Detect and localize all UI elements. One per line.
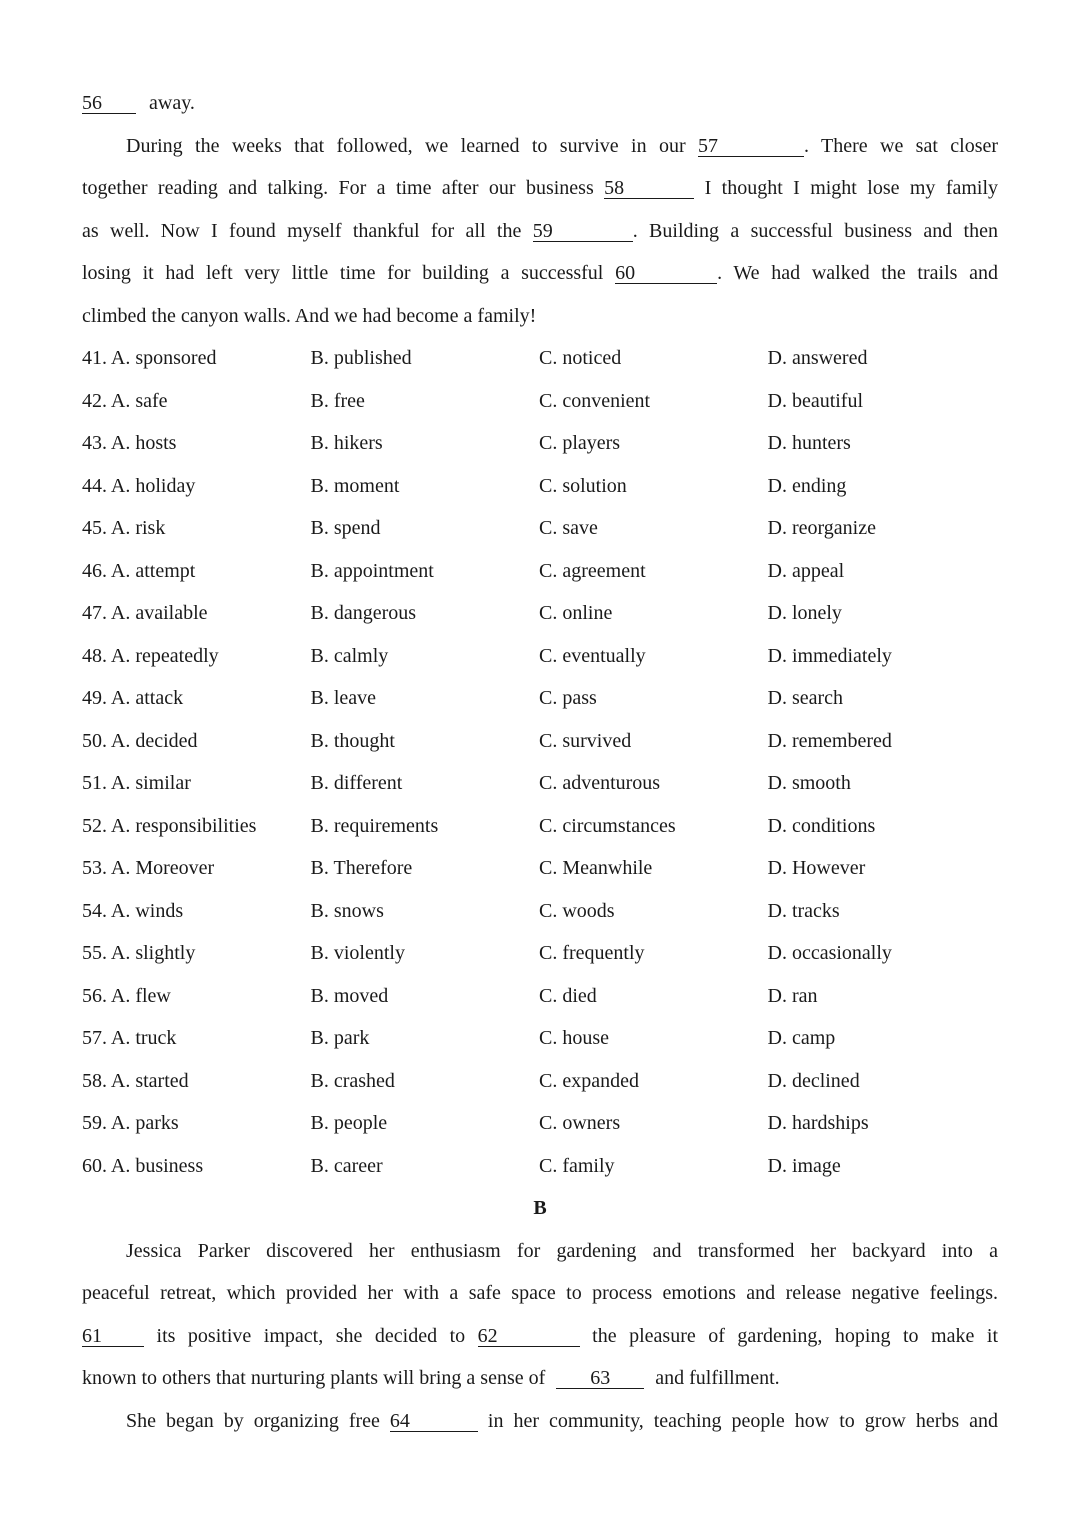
passage-line: climbed the canyon walls. And we had become a family! xyxy=(82,304,537,327)
passage-line: known to others that nurturing plants will bring a sense of 63 and fulfillment. xyxy=(82,1367,780,1389)
question-row: 60. A. business B. career C. family D. image xyxy=(82,1154,841,1177)
question-row: 43. A. hosts B. hikers C. players D. hunters xyxy=(82,432,851,454)
question-row: 48. A. repeatedly B. calmly C. eventually D. immediately xyxy=(82,644,892,667)
blank-64: 64 xyxy=(390,1411,478,1432)
blank-60: 60 xyxy=(615,263,717,284)
passage-line: 61 its positive impact, she decided to 62 the pleasure of gardening, hoping to make it xyxy=(82,1324,998,1347)
question-row: 58. A. started B. crashed C. expanded D. declined xyxy=(82,1069,860,1092)
question-row: 49. A. attack B. leave C. pass D. search xyxy=(82,687,844,709)
blank-58: 58 xyxy=(604,178,694,199)
blank-56: 56 xyxy=(82,93,136,114)
blank-59: 59 xyxy=(533,221,633,242)
passage-line: 56 away. xyxy=(82,92,195,114)
passage-line: losing it had left very little time for building a successful 60 . We had walked the trails and xyxy=(82,262,998,284)
blank-61: 61 xyxy=(82,1326,144,1347)
question-row: 55. A. slightly B. violently C. frequently D. occasionally xyxy=(82,942,892,964)
passage-line: as well. Now I found myself thankful for all the 59 . Building a successful business and then xyxy=(82,219,998,242)
question-row: 54. A. winds B. snows C. woods D. tracks xyxy=(82,899,840,922)
question-row: 57. A. truck B. park C. house D. camp xyxy=(82,1027,836,1049)
blank-57: 57 xyxy=(698,136,804,157)
document-page xyxy=(82,82,998,1442)
question-row: 44. A. holiday B. moment C. solution D. ending xyxy=(82,474,847,497)
question-row: 52. A. responsibilities B. requirements C. circumstances D. conditions xyxy=(82,814,876,837)
question-row: 51. A. similar B. different C. adventurous D. smooth xyxy=(82,772,851,794)
passage-line: together reading and talking. For a time after our business 58 I thought I might lose my family xyxy=(82,177,999,199)
question-row: 50. A. decided B. thought C. survived D. remembered xyxy=(82,729,892,752)
passage-line: She began by organizing free 64 in her community, teaching people how to grow herbs and xyxy=(126,1409,999,1432)
passage-line: peaceful retreat, which provided her with a safe space to process emotions and release negative feelings. xyxy=(82,1282,998,1304)
question-row: 53. A. Moreover B. Therefore C. Meanwhile D. However xyxy=(82,857,866,879)
passage-line: Jessica Parker discovered her enthusiasm for gardening and transformed her backyard into a xyxy=(126,1239,998,1262)
blank-63: 63 xyxy=(556,1368,644,1389)
passage-line: During the weeks that followed, we learned to survive in our 57 . There we sat closer xyxy=(126,134,999,157)
question-row: 41. A. sponsored B. published C. noticed D. answered xyxy=(82,347,868,369)
question-row: 59. A. parks B. people C. owners D. hardships xyxy=(82,1112,869,1134)
question-row: 46. A. attempt B. appointment C. agreement D. appeal xyxy=(82,559,845,582)
question-row: 47. A. available B. dangerous C. online D. lonely xyxy=(82,602,842,624)
question-row: 56. A. flew B. moved C. died D. ran xyxy=(82,984,818,1007)
blank-62: 62 xyxy=(478,1326,580,1347)
question-row: 45. A. risk B. spend C. save D. reorganize xyxy=(82,517,876,539)
section-heading: B xyxy=(533,1197,547,1219)
question-row: 42. A. safe B. free C. convenient D. beautiful xyxy=(82,389,864,412)
